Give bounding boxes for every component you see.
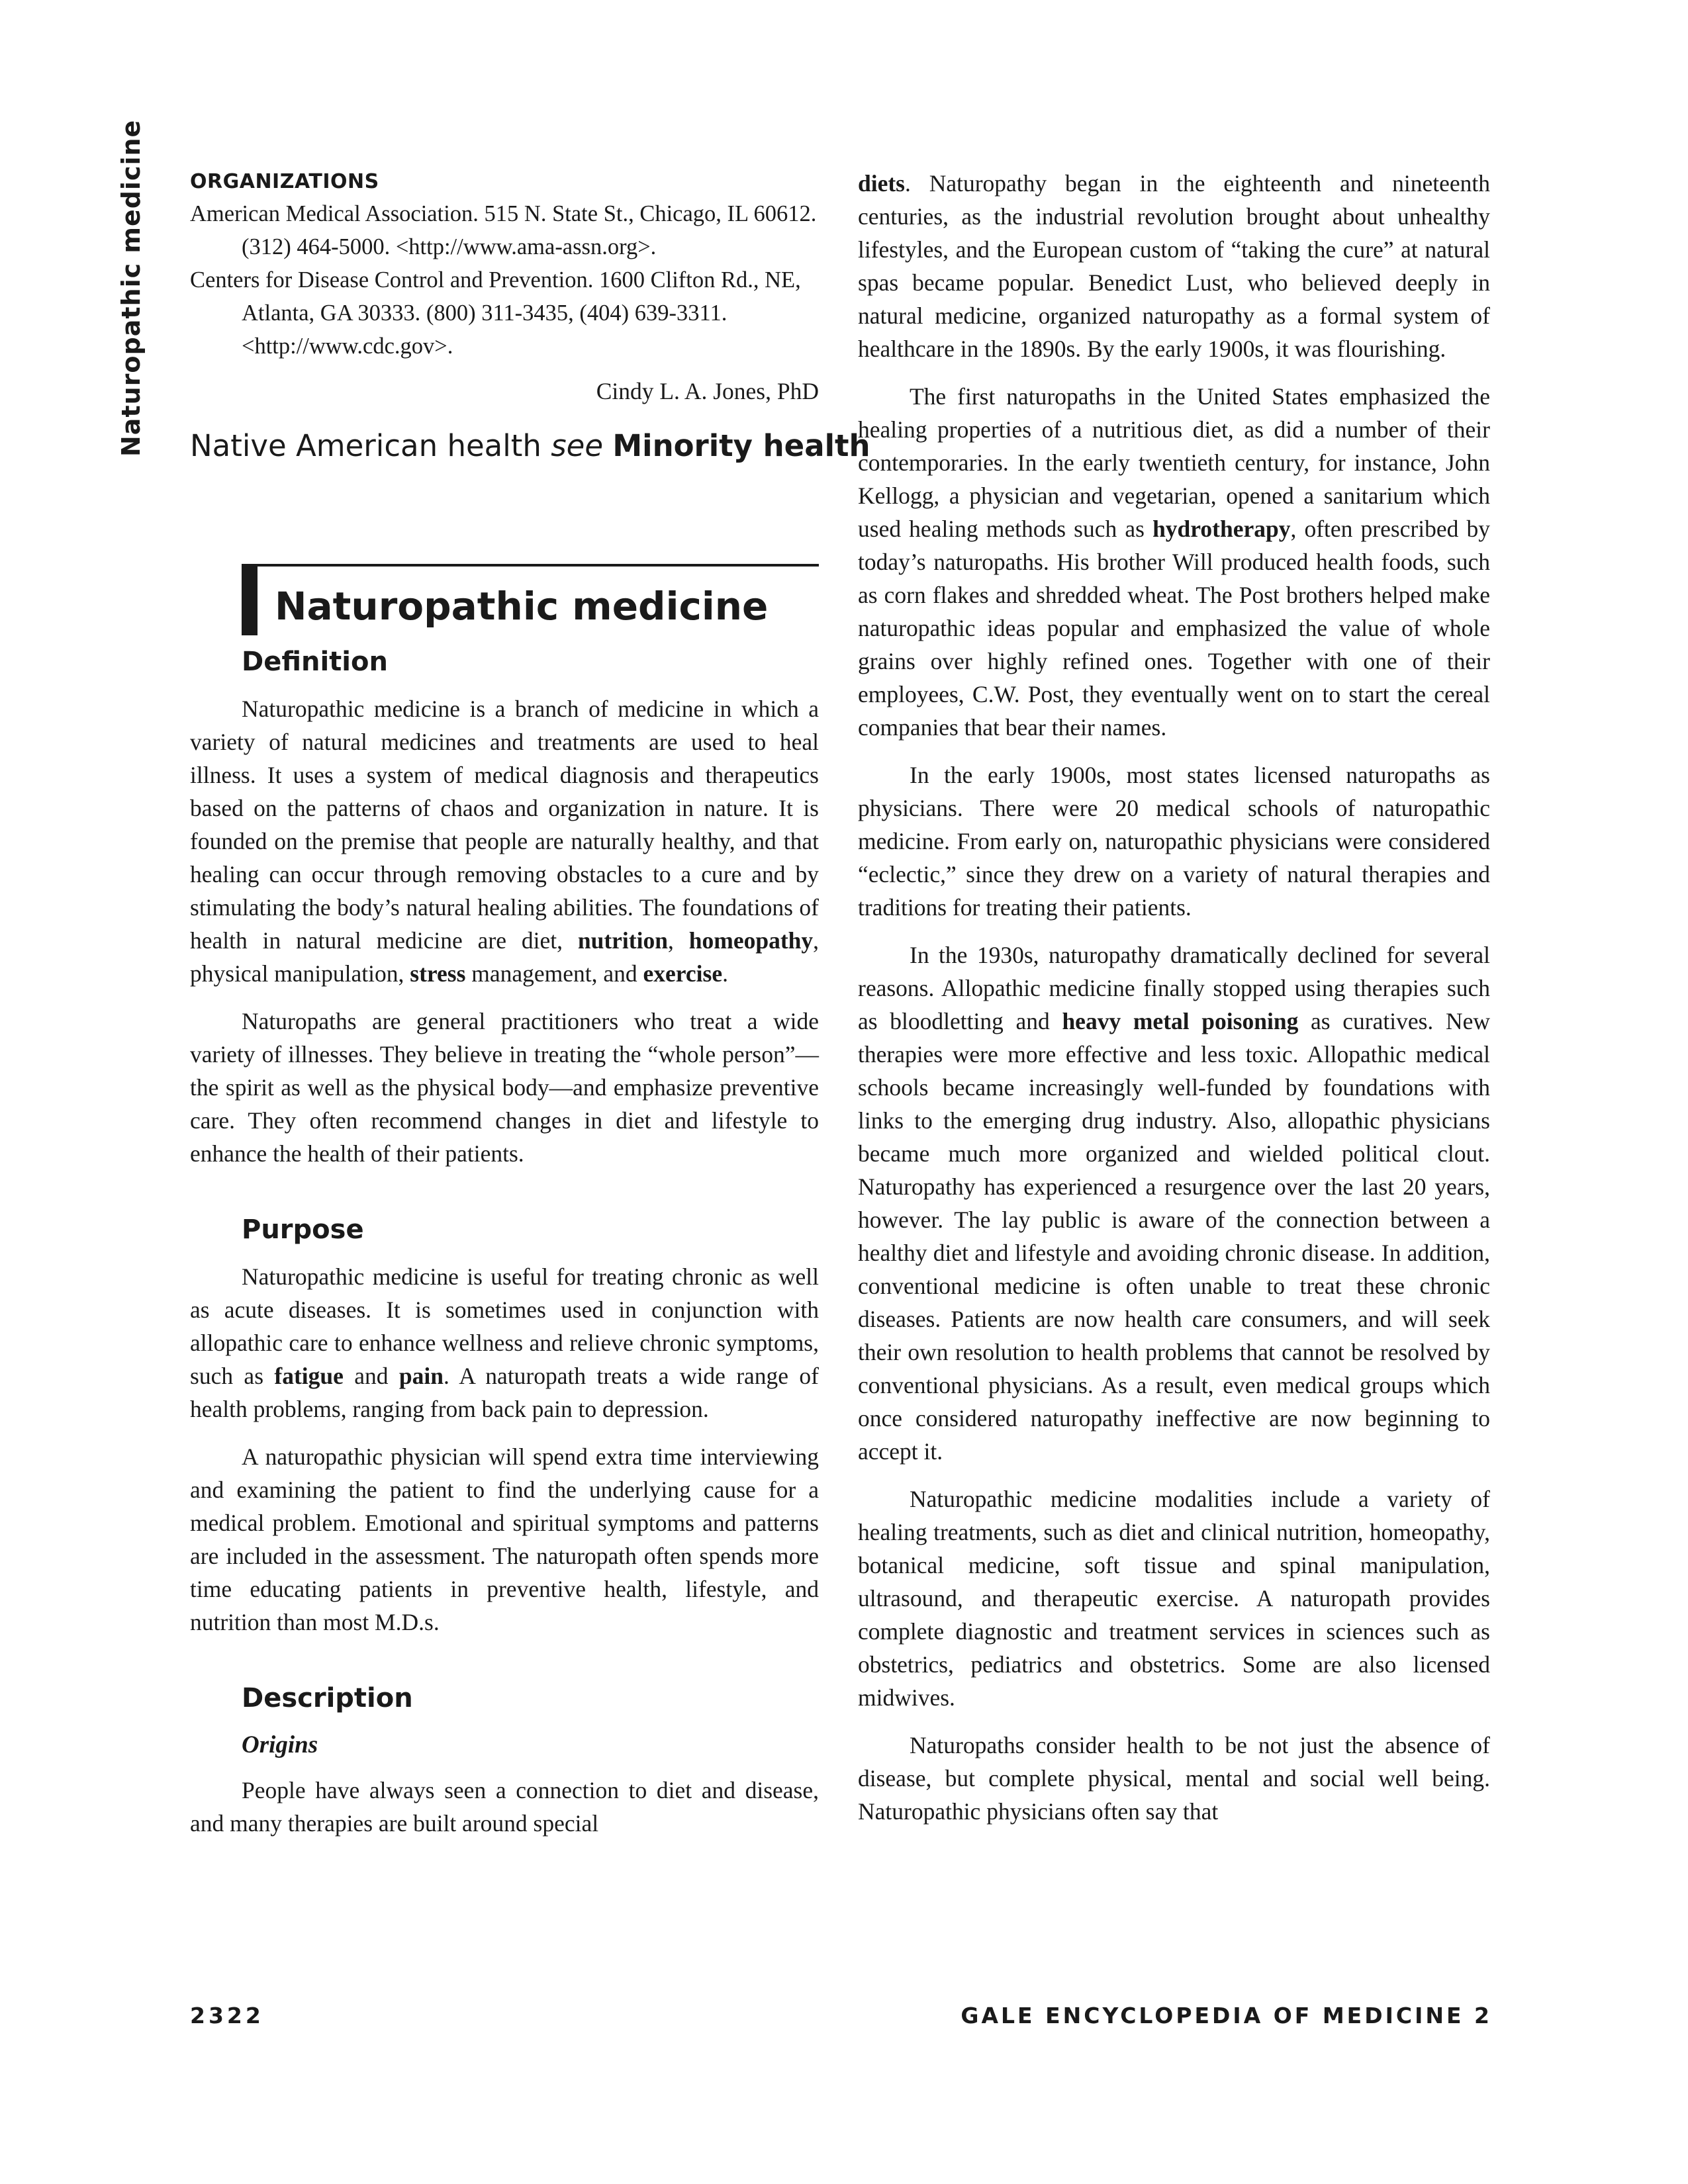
running-header-side-tab: Naturopathic medicine <box>117 119 146 457</box>
cross-reference-see: see <box>551 428 604 463</box>
paragraph: diets. Naturopathy began in the eighteenth and nineteenth centuries, as the industrial revolution brought about unhealthy lifestyles, and the European custom of “taking the cure” at natural spas became popular. Benedict Lust, who believed deeply in natural medicine, organized naturopathy as a formal system of healthcare in the 1890s. By the early 1900s, it was flourishing. <box>858 170 1490 362</box>
article-title: Naturopathic medicine <box>275 584 769 629</box>
term-link[interactable]: exercise <box>643 960 723 987</box>
organizations-heading: ORGANIZATIONS <box>190 170 379 193</box>
paragraph: In the early 1900s, most states licensed naturopaths as physicians. There were 20 medical schools of naturopathic medicine. From early on, naturopathic physicians were considered “eclectic,” since they drew on a variety of natural therapies and traditions for treating their patients. <box>858 762 1490 921</box>
title-rule <box>242 564 819 567</box>
paragraph: Naturopathic medicine is a branch of medicine in which a variety of natural medicines and treatments are used to heal illness. It uses a system of medical diagnosis and therapeutics based on the patterns of chaos and organization in nature. It is founded on the premise that people are naturally healthy, and that healing can occur through removing obstacles to a cure and by stimulating the body’s natural healing abilities. The foundations of health in natural medicine are diet, nutrition, homeopathy, physical manipulation, stress management, and exercise. <box>190 696 820 987</box>
subsection-heading-origins: Origins <box>242 1731 318 1758</box>
paragraph: A naturopathic physician will spend extra time interviewing and examining the patient to find the underlying cause for a medical problem. Emotional and spiritual symptoms and patterns are included in the assessment. The naturopath often spends more time educating patients in preventive health, lifestyle, and nutrition than most M.D.s. <box>190 1443 819 1635</box>
left-column <box>190 167 870 1840</box>
title-bar-marker <box>242 564 258 635</box>
term-link[interactable]: fatigue <box>274 1363 344 1389</box>
paragraph: Naturopaths are general practitioners who treat a wide variety of illnesses. They believe in treating the “whole person”—the spirit as well as the physical body—and emphasize preventive care. They often recommend changes in diet and lifestyle to enhance the health of their patients. <box>190 1008 819 1167</box>
paragraph: Naturopaths consider health to be not just the absence of disease, but complete physical, mental and social well being. Naturopathic physicians often say that <box>858 1732 1490 1825</box>
section-heading-definition: Definition <box>242 647 388 677</box>
paragraph: Naturopathic medicine modalities include a variety of healing treatments, such as diet and clinical nutrition, homeopathy, botanical medicine, soft tissue and spinal manipulation, ultrasound, and therapeutic exercise. A naturopath provides complete diagnostic and treatment services in sciences such as obstetrics, pediatrics and obstetrics. Some are also licensed midwives. <box>858 1486 1490 1711</box>
term-link[interactable]: nutrition <box>577 927 668 954</box>
organization-entry: Centers for Disease Control and Prevention. 1600 Clifton Rd., NE, Atlanta, GA 30333. (800) 311-3435, (404) 639-3311. <http://www.cdc.gov>. <box>190 267 801 359</box>
cross-reference-term: Native American health <box>190 428 541 463</box>
term-link[interactable]: heavy metal poisoning <box>1062 1008 1299 1034</box>
author-credit: Cindy L. A. Jones, PhD <box>596 378 819 404</box>
term-link[interactable]: hydrotherapy <box>1152 516 1291 542</box>
cross-reference <box>190 426 870 466</box>
cross-reference-target[interactable]: Minority health <box>612 428 870 463</box>
term-link[interactable]: stress <box>410 960 466 987</box>
organization-entry: American Medical Association. 515 N. State St., Chicago, IL 60612. (312) 464-5000. <http://www.ama-assn.org>. <box>190 201 817 259</box>
publication-title: GALE ENCYCLOPEDIA OF MEDICINE 2 <box>961 2003 1492 2028</box>
section-heading-description: Description <box>242 1683 413 1713</box>
right-column <box>858 167 1490 1828</box>
paragraph: In the 1930s, naturopathy dramatically declined for several reasons. Allopathic medicine finally stopped using therapies such as bloodletting and heavy metal poisoning as curatives. New therapies were more effective and less toxic. Allopathic medical schools became increasingly well-funded by foundations with links to the emerging drug industry. Also, allopathic physicians became much more organized and wielded political clout. Naturopathy has experienced a resurgence over the last 20 years, however. The lay public is aware of the connection between a healthy diet and lifestyle and avoiding chronic disease. In addition, conventional medicine is often unable to treat these chronic diseases. Patients are now health care consumers, and will seek their own resolution to health problems that cannot be resolved by conventional physicians. As a result, even medical groups which once considered naturopathy ineffective are now beginning to accept it. <box>858 942 1490 1465</box>
paragraph: Naturopathic medicine is useful for treating chronic as well as acute diseases. It is sometimes used in conjunction with allopathic care to enhance wellness and relieve chronic symptoms, such as fatigue and pain. A naturopath treats a wide range of health problems, ranging from back pain to depression. <box>190 1263 819 1422</box>
paragraph: The first naturopaths in the United States emphasized the healing properties of a nutritious diet, as did a number of their contemporaries. In the early twentieth century, for instance, John Kellogg, a physician and vegetarian, opened a sanitarium which used healing methods such as hydrotherapy, often prescribed by today’s naturopaths. His brother Will produced health foods, such as corn flakes and shredded wheat. The Post brothers helped make naturopathic ideas popular and emphasized the value of whole grains over highly refined ones. Together with one of their employees, C.W. Post, they eventually went on to start the cereal companies that bear their names. <box>858 383 1490 741</box>
article-title-block <box>190 564 819 643</box>
section-heading-purpose: Purpose <box>242 1214 364 1245</box>
paragraph: People have always seen a connection to diet and disease, and many therapies are built around special <box>190 1777 819 1837</box>
term-link[interactable]: diets <box>858 170 905 197</box>
term-link[interactable]: pain <box>399 1363 444 1389</box>
page-number: 2322 <box>190 2003 264 2028</box>
term-link[interactable]: homeopathy <box>688 927 814 954</box>
